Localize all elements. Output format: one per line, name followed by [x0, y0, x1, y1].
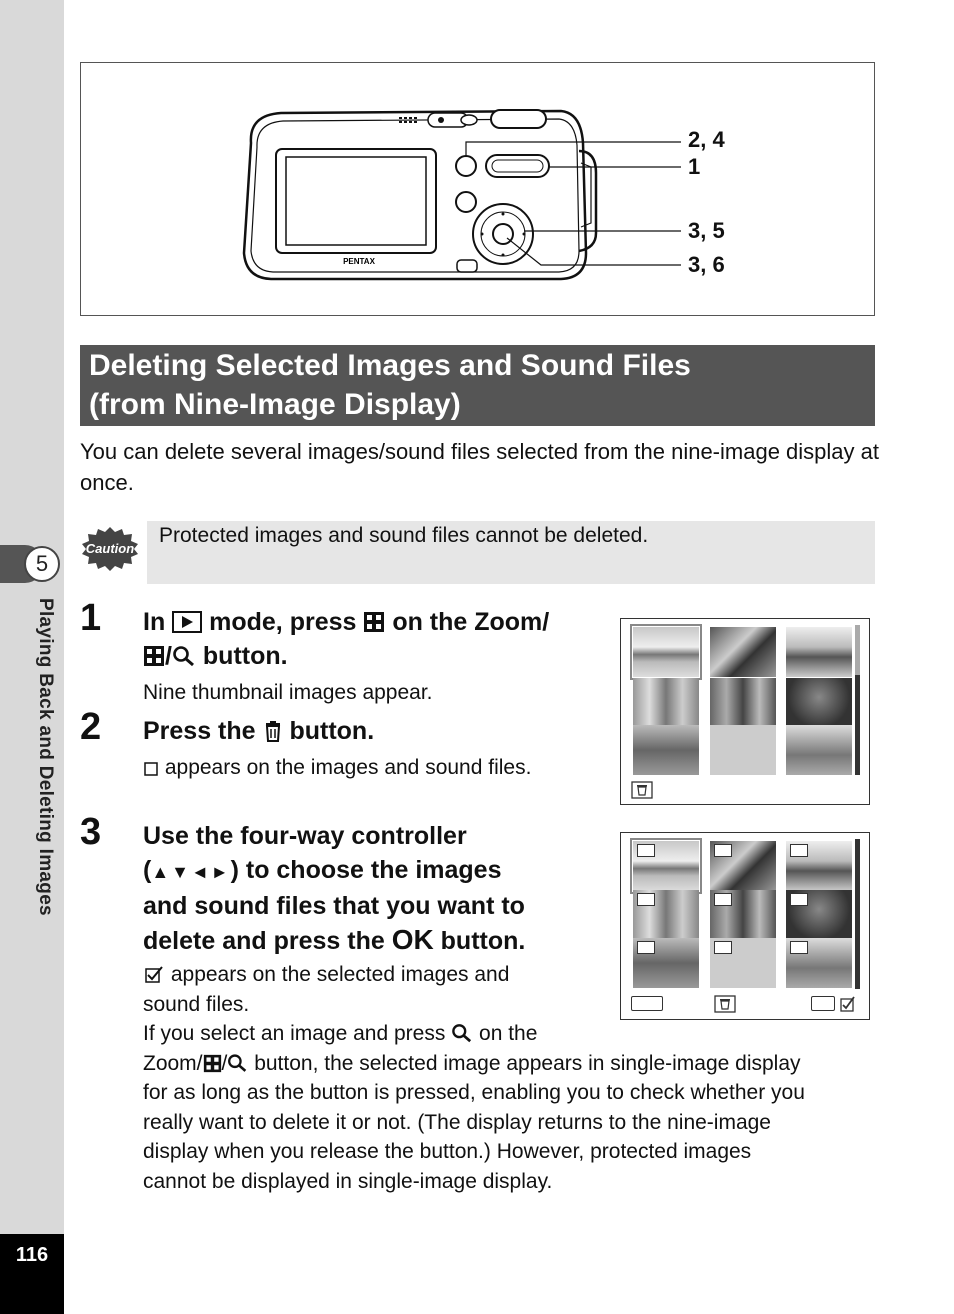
thumbnail: [786, 627, 852, 677]
thumbnail: [633, 841, 699, 891]
checkbox-checked-icon: [839, 995, 857, 1013]
thumbnail: [710, 938, 776, 988]
checkbox-empty-icon: [143, 759, 159, 777]
nine-image-icon: [143, 645, 165, 667]
chapter-badge: [0, 545, 64, 583]
camera-figure: [80, 62, 875, 316]
thumbnail: [710, 890, 776, 938]
nine-image-screen: [620, 618, 870, 805]
checkbox-checked[interactable]: [714, 844, 732, 857]
callout-3-5: 3, 5: [688, 218, 725, 243]
camera-illustration: [81, 63, 874, 315]
intro-text: You can delete several images/sound files selected from the nine-image display at once.: [80, 439, 879, 495]
magnify-icon: [451, 1023, 473, 1043]
thumbnail: [786, 725, 852, 775]
checkbox-checked[interactable]: [714, 893, 732, 906]
thumbnail: [786, 890, 852, 938]
thumbnail: [633, 938, 699, 988]
ok-button[interactable]: [811, 996, 835, 1011]
thumbnail: [710, 627, 776, 677]
caution-text: Protected images and sound files cannot be deleted.: [159, 524, 649, 547]
nine-image-icon: [363, 611, 385, 633]
camera-brand: PENTAX: [343, 257, 375, 266]
protect-key-icon: [790, 844, 808, 857]
caution-box: [147, 521, 875, 584]
callout-1: 1: [688, 154, 701, 179]
thumbnail: [633, 725, 699, 775]
checkbox-empty[interactable]: [714, 941, 732, 954]
checkbox-empty[interactable]: [637, 941, 655, 954]
caution-icon: [80, 525, 140, 571]
trash-icon: [263, 720, 283, 742]
step-1-number: 1: [80, 597, 102, 639]
thumbnail: [786, 938, 852, 988]
step-3-body: appears on the selected images and sound files. If you select an image and press on the Zoom/ / button, the selected image appears in single-image display for as long as the button is pressed, enabling you to check whether you really want to delete it or not. (The display returns to the nine-image display when you release the button.) However, protected images cannot be displayed in single-image display.: [143, 963, 805, 1193]
checkbox-checked[interactable]: [637, 844, 655, 857]
checkbox-empty[interactable]: [790, 941, 808, 954]
trash-icon: [631, 781, 653, 799]
step-2-heading: Press the button.: [143, 717, 375, 745]
scrollbar-thumb[interactable]: [855, 839, 860, 989]
step-1-heading: In mode, press on the Zoom/ / button.: [143, 608, 550, 670]
thumbnail: [633, 627, 699, 677]
thumbnail: [633, 890, 699, 938]
trash-icon: [714, 995, 736, 1013]
thumbnail: [633, 678, 699, 726]
page-number-box: [0, 1234, 64, 1314]
back-button[interactable]: [631, 996, 663, 1011]
callout-2-4: 2, 4: [688, 127, 725, 152]
step-3-heading: Use the four-way controller (▲▼◄►) to choose the images and sound files that you want to delete and press the OK button.: [143, 822, 526, 955]
magnify-icon: [172, 645, 196, 667]
callout-3-6: 3, 6: [688, 252, 725, 277]
scrollbar-thumb[interactable]: [855, 675, 860, 775]
ok-label: OK: [391, 924, 434, 955]
step-1-body: Nine thumbnail images appear.: [143, 681, 433, 704]
chapter-title: Playing Back and Deleting Images: [35, 598, 56, 916]
step-2-body: appears on the images and sound files.: [143, 753, 531, 783]
step-3-number: 3: [80, 811, 102, 853]
svg-text:Caution: Caution: [85, 541, 135, 556]
selection-screen: [620, 832, 870, 1020]
thumbnail: [710, 725, 776, 775]
playback-icon: [172, 611, 202, 633]
chapter-number: 5: [24, 546, 60, 582]
checkbox-empty[interactable]: [637, 893, 655, 906]
checkbox-checked-icon: [143, 964, 165, 984]
thumbnail: [710, 841, 776, 891]
section-title: Deleting Selected Images and Sound Files (from Nine-Image Display): [89, 349, 691, 421]
page-number: 116: [15, 1244, 49, 1266]
section-heading: [80, 345, 875, 426]
step-2-number: 2: [80, 706, 102, 748]
checkbox-empty[interactable]: [790, 893, 808, 906]
thumbnail: [786, 841, 852, 891]
thumbnail: [710, 678, 776, 726]
thumbnail: [786, 678, 852, 726]
nine-image-icon: [203, 1054, 222, 1073]
magnify-icon: [227, 1053, 248, 1073]
